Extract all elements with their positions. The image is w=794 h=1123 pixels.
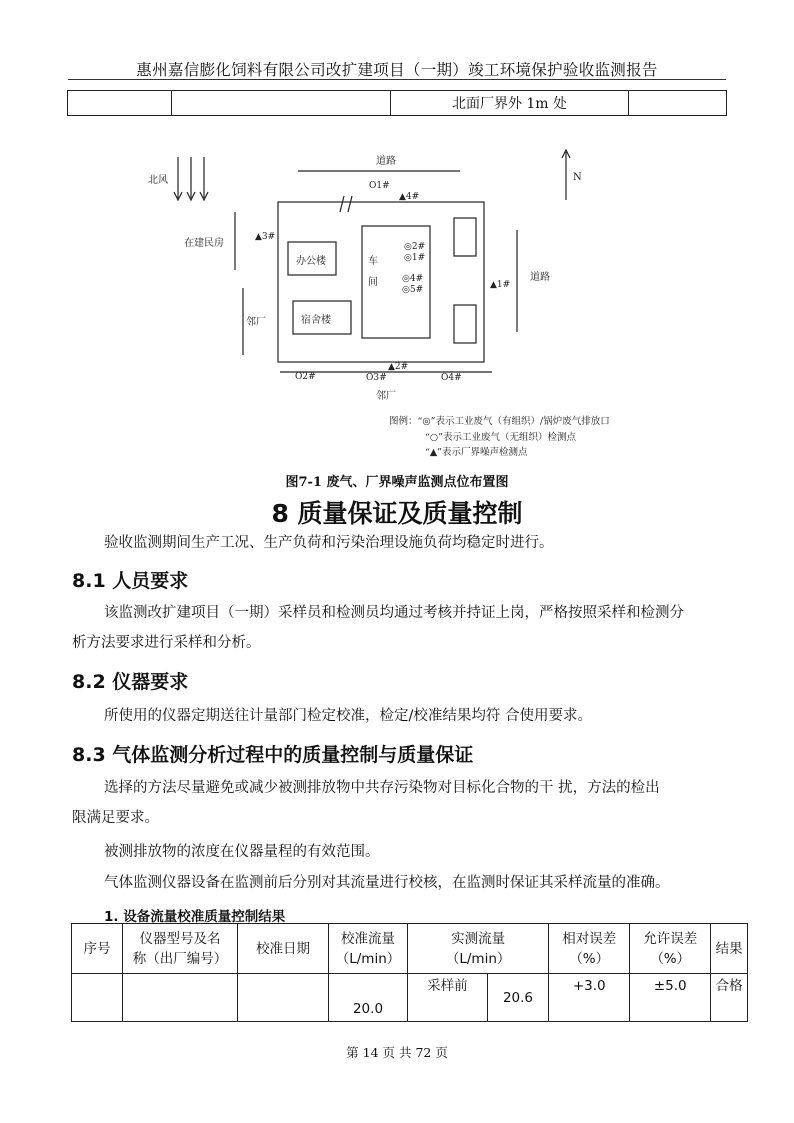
heading-8-2: 8.2 仪器要求 [72,671,189,693]
para-8-3-line1: 选择的方法尽量避免或减少被测排放物中共存污染物对目标化合物的干 扰，方法的检出 [104,780,660,796]
cell-no [72,974,123,1022]
header-model-line1: 仪器型号及名 [139,930,221,947]
cell-model [123,974,238,1022]
header-result: 结果 [711,924,748,974]
header-rel-err-line2: （%） [569,950,610,967]
point-t1: ▲1# [490,280,511,290]
road-top-label: 道路 [376,156,396,167]
header-meas-flow [408,924,549,974]
header-model [123,924,238,974]
point-d4: ◎4# [402,274,424,284]
page-footer: 第 14 页 共 72 页 [346,1045,448,1060]
empty-cell [68,91,172,116]
header-cal-flow-line2: （L/min） [335,950,401,967]
location-cell: 北面厂界外 1m 处 [391,91,629,116]
cell-meas-flow: 20.6 [487,974,548,1022]
monitoring-layout-diagram [130,140,690,465]
header-model-line2: 称（出厂编号） [132,950,228,967]
para-8-3-line3: 被测排放物的浓度在仪器量程的有效范围。 [104,844,380,860]
header-rel-err-line1: 相对误差 [562,930,617,947]
legend-line-3: “▲”表示厂界噪声检测点 [425,447,528,458]
intro-paragraph: 验收监测期间生产工况、生产负荷和污染治理设施负荷均稳定时进行。 [104,535,554,551]
header-cal-flow [329,924,408,974]
empty-cell [629,91,727,116]
legend-line-2: “○”表示工业废气（无组织）检测点 [425,432,577,443]
point-t4: ▲4# [399,192,420,202]
para-8-3-line2: 限满足要求。 [72,810,159,826]
para-8-2: 所使用的仪器定期送往计量部门检定校准，检定/校准结果均符 合使用要求。 [104,708,592,724]
point-o1: O1# [369,181,390,191]
point-o4: O4# [441,373,462,383]
header-date: 校准日期 [238,924,329,974]
road-right-label: 道路 [530,272,550,283]
heading-8-3: 8.3 气体监测分析过程中的质量控制与质量保证 [72,744,474,766]
para-8-1-line2: 析方法要求进行采样和分析。 [72,635,261,651]
workshop-label-2: 间 [368,277,378,288]
point-d1: ◎1# [404,253,426,263]
qc-table-title: 1. 设备流量校准质量控制结果 [104,909,286,925]
flow-calibration-table [71,923,748,1022]
header-allow-err-line1: 允许误差 [643,930,698,947]
heading-8-1: 8.1 人员要求 [72,570,189,592]
header-divider [68,79,726,80]
neighbor-left-label: 邻厂 [246,317,266,328]
cell-stage: 采样前 [408,974,488,1022]
header-rel-err [549,924,630,974]
office-label: 办公楼 [296,256,326,267]
point-d2: ◎2# [404,242,426,252]
figure-caption: 图7-1 废气、厂界噪声监测点位布置图 [285,475,509,490]
cell-rel-err: +3.0 [549,974,630,1022]
building-label: 在建民房 [184,238,224,249]
report-header-title: 惠州嘉信膨化饲料有限公司改扩建项目（一期）竣工环境保护验收监测报告 [136,61,658,79]
point-t3: ▲3# [255,232,276,242]
neighbor-bottom-label: 邻厂 [376,391,396,402]
header-cal-flow-line1: 校准流量 [341,930,395,947]
header-meas-flow-line1: 实测流量 [451,930,506,947]
header-meas-flow-line2: （L/min） [445,950,511,967]
section-title: 8 质量保证及质量控制 [271,499,523,528]
para-8-1-line1: 该监测改扩建项目（一期）采样员和检测员均通过考核并持证上岗，严格按照采样和检测分 [104,605,684,621]
workshop-label-1: 车 [368,256,378,267]
point-o3: O3# [366,373,387,383]
legend-line-1: 图例：“◎”表示工业废气（有组织）/锅炉废气排放口 [389,416,610,427]
cell-result: 合格 [711,974,748,1022]
dorm-label: 宿舍楼 [301,315,331,326]
para-8-3-line4: 气体监测仪器设备在监测前后分别对其流量进行校核，在监测时保证其采样流量的准确。 [104,875,670,891]
header-no: 序号 [72,924,123,974]
point-t2: ▲2# [388,362,409,372]
header-allow-err-line2: （%） [650,950,691,967]
table-header-row [72,924,748,974]
point-o2: O2# [295,372,316,382]
continued-table [67,90,727,116]
north-label: N [573,172,582,183]
north-wind-label: 北风 [148,175,168,186]
cell-allow-err: ±5.0 [630,974,711,1022]
cell-date [238,974,329,1022]
table-row [72,974,748,1022]
cell-cal-flow: 20.0 [329,974,408,1022]
header-allow-err [630,924,711,974]
empty-cell [172,91,391,116]
point-d5: ◎5# [402,285,424,295]
